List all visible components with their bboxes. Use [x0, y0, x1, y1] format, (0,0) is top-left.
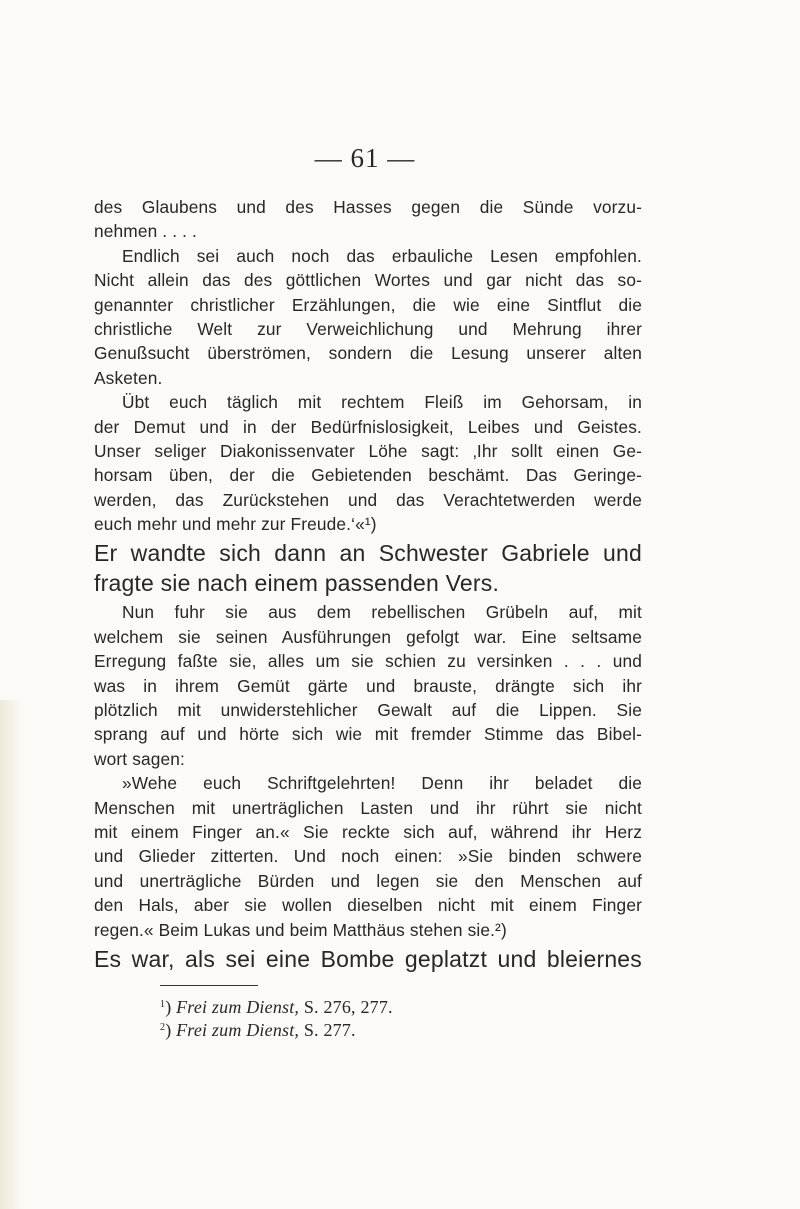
text-line: Asketen. — [94, 367, 163, 388]
page-number: — 61 — — [314, 143, 416, 173]
body-text — [94, 195, 642, 974]
text-line: und unerträgliche Bürden und legen sie den Menschen auf — [94, 870, 642, 891]
text-line: sprang auf und hörte sich wie mit fremder Stimme das Bibel- — [94, 724, 642, 745]
text-line: Es war, als sei eine Bombe geplatzt und bleiernes — [94, 945, 642, 972]
footnote-mark: 1 — [160, 999, 166, 1010]
text-line: euch mehr und mehr zur Freude.‘«¹) — [94, 514, 377, 535]
text-line: was in ihrem Gemüt gärte und brauste, drängte sich ihr — [94, 675, 642, 696]
text-line: und Glieder zitterten. Und noch einen: »Sie binden schwere — [94, 846, 642, 867]
footnote-pages: S. 277. — [303, 1020, 356, 1040]
footnote-1: $^1$) Frei zum Dienst, S. 276, 277. — [160, 997, 393, 1017]
text-line: horsam üben, der die Gebietenden beschämt. Das Geringe- — [94, 465, 642, 486]
footnote-title: Frei zum Dienst, — [176, 997, 300, 1017]
text-line: Er wandte sich dann an Schwester Gabriele und — [94, 540, 642, 567]
footnotes — [160, 996, 560, 1042]
text-line: den Hals, aber sie wollen dieselben nicht mit einem Finger — [94, 895, 642, 916]
text-line: Genußsucht überströmen, sondern die Lesung unserer alten — [94, 343, 642, 364]
text-line: christliche Welt zur Verweichlichung und Mehrung ihrer — [94, 318, 642, 339]
text-line: Erregung faßte sie, alles um sie schien zu versinken . . . und — [94, 651, 642, 672]
text-line: Unser seliger Diakonissenvater Löhe sagt: ‚Ihr sollt einen Ge- — [94, 440, 642, 461]
text-line: Nicht allein das des göttlichen Wortes und gar nicht das so- — [94, 270, 642, 291]
text-line: mit einem Finger an.« Sie reckte sich auf, während ihr Herz — [94, 821, 642, 842]
footnote-pages: S. 276, 277. — [303, 997, 393, 1017]
text-line: Übt euch täglich mit rechtem Fleiß im Gehorsam, in — [122, 392, 642, 413]
page-edge-stain — [0, 700, 22, 1209]
text-line: Menschen mit unerträglichen Lasten und ihr rührt sie nicht — [94, 797, 642, 818]
text-line: plötzlich mit unwiderstehlicher Gewalt auf die Lippen. Sie — [94, 700, 642, 721]
text-line: »Wehe euch Schriftgelehrten! Denn ihr beladet die — [122, 773, 642, 794]
text-line: fragte sie nach einem passenden Vers. — [94, 570, 500, 597]
text-line: nehmen . . . . — [94, 221, 197, 242]
footnote-title: Frei zum Dienst, — [176, 1020, 300, 1040]
text-line: wort sagen: — [94, 748, 185, 769]
text-line: Endlich sei auch noch das erbauliche Lesen empfohlen. — [122, 245, 642, 266]
text-line: genannter christlicher Erzählungen, die wie eine Sintflut die — [94, 294, 642, 315]
text-line: des Glaubens und des Hasses gegen die Sünde vorzu- — [94, 197, 642, 217]
footnote-2: $^2$) Frei zum Dienst, S. 277. — [160, 1020, 356, 1040]
footnote-separator — [160, 985, 258, 986]
text-line: welchem sie seinen Ausführungen gefolgt war. Eine seltsame — [94, 626, 642, 647]
text-line: werden, das Zurückstehen und das Verachtetwerden werde — [94, 489, 642, 510]
text-line: der Demut und in der Bedürfnislosigkeit, Leibes und Geistes. — [94, 416, 642, 437]
footnote-mark: 2 — [160, 1022, 166, 1033]
text-line: Nun fuhr sie aus dem rebellischen Grübeln auf, mit — [122, 602, 642, 623]
text-line: regen.« Beim Lukas und beim Matthäus stehen sie.²) — [94, 919, 507, 940]
